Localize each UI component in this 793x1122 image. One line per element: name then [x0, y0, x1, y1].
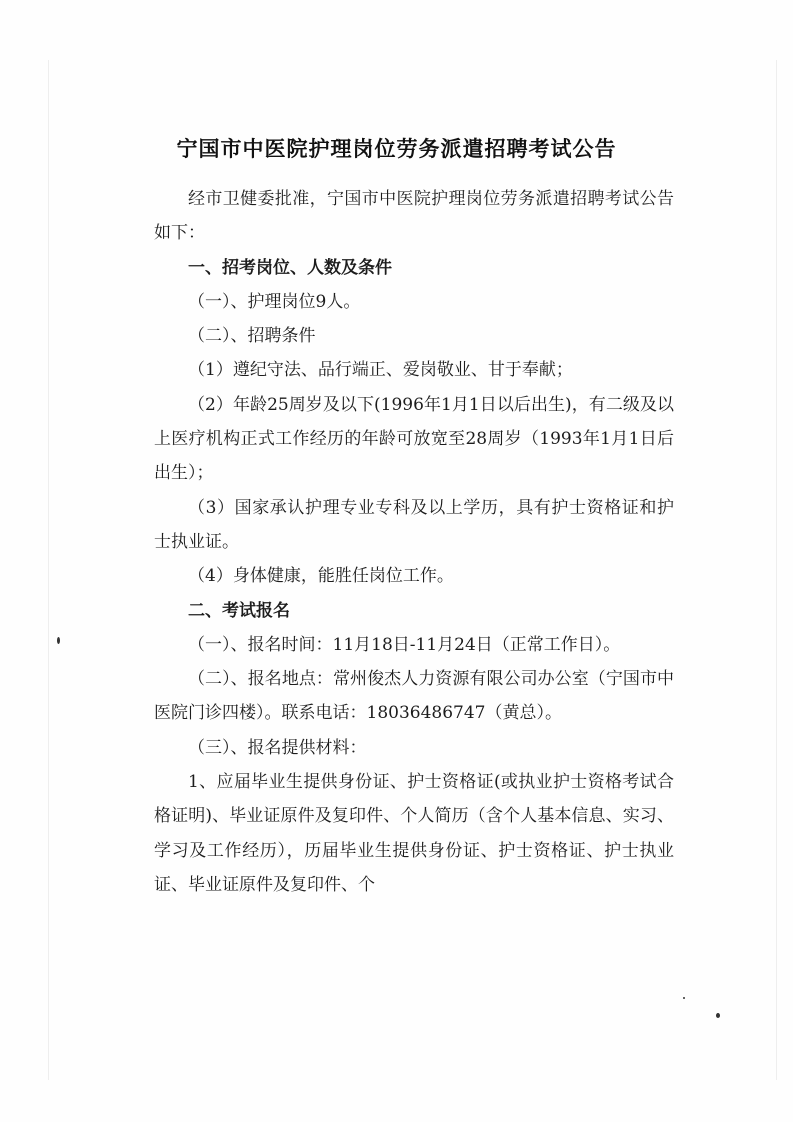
section-heading-1: 一、招考岗位、人数及条件	[188, 257, 392, 278]
paragraph-condition-1: （1）遵纪守法、品行端正、爱岗敬业、甘于奉献；	[188, 360, 573, 381]
paragraph-condition-4: （4）身体健康，能胜任岗位工作。	[188, 566, 454, 587]
paragraph-conditions-heading: （二）、招聘条件	[188, 326, 316, 347]
paragraph-registration-location: （二）、报名地点：常州俊杰人力资源有限公司办公室（宁国市中医院门诊四楼）。联系电话：18036486747（黄总）。	[154, 669, 674, 724]
document-body	[154, 182, 674, 902]
section-heading-2: 二、考试报名	[188, 600, 290, 621]
paragraph-materials-1: 1、应届毕业生提供身份证、护士资格证(或执业护士资格考试合格证明)、毕业证原件及复印件、个人简历（含个人基本信息、实习、学习及工作经历），历届毕业生提供身份证、护士资格证、护士执业证、毕业证原件及复印件、个	[154, 772, 674, 895]
scan-speck	[57, 637, 60, 644]
paragraph-positions: （一）、护理岗位9人。	[188, 291, 361, 312]
paragraph-registration-time: （一）、报名时间：11月18日-11月24日（正常工作日）。	[188, 634, 621, 655]
paragraph-intro: 经市卫健委批准，宁国市中医院护理岗位劳务派遣招聘考试公告如下：	[154, 189, 674, 244]
scan-edge-left	[48, 60, 49, 1080]
paragraph-materials-heading: （三）、报名提供材料：	[188, 737, 367, 758]
scan-edge-right	[776, 60, 777, 1080]
scan-speck	[716, 1013, 720, 1018]
paragraph-condition-3: （3）国家承认护理专业专科及以上学历，具有护士资格证和护士执业证。	[154, 497, 674, 552]
scan-speck	[683, 997, 685, 999]
document-title: 宁国市中医院护理岗位劳务派遣招聘考试公告	[176, 136, 617, 161]
paragraph-condition-2: （2）年龄25周岁及以下(1996年1月1日以后出生)，有二级及以上医疗机构正式工作经历的年龄可放宽至28周岁（1993年1月1日后出生）；	[154, 394, 674, 484]
